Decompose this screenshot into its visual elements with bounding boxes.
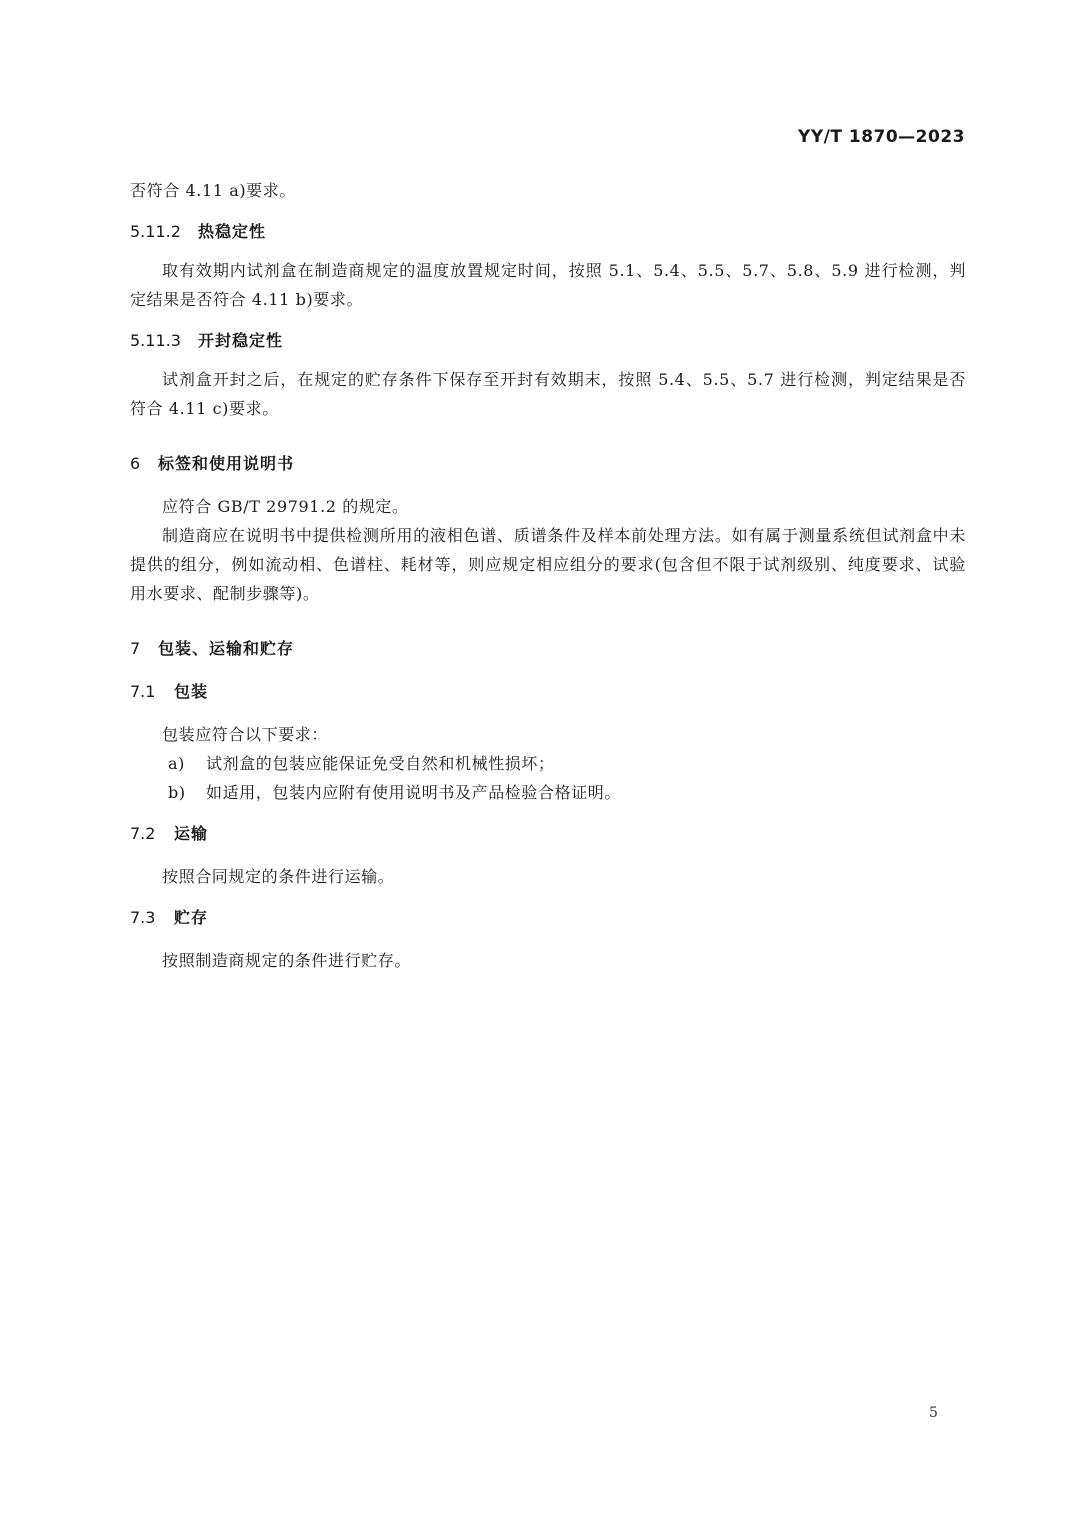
heading-number: 7.2 [130, 824, 156, 843]
heading-title: 贮存 [174, 908, 209, 927]
list-item [130, 749, 966, 778]
page-number: 5 [929, 1405, 938, 1421]
page-content [130, 176, 966, 975]
paragraph-storage: 按照制造商规定的条件进行贮存。 [162, 951, 412, 970]
heading-title: 运输 [174, 824, 209, 843]
heading-number: 5.11.3 [130, 331, 181, 350]
heading-title: 包装 [174, 682, 209, 701]
paragraph-thermal-stability: 取有效期内试剂盒在制造商规定的温度放置规定时间，按照 5.1、5.4、5.5、5.7、5.8、5.9 进行检测，判定结果是否符合 4.11 b)要求。 [130, 261, 966, 309]
heading-5-11-3 [130, 326, 966, 355]
heading-5-11-2 [130, 217, 966, 246]
paragraph-continuation: 否符合 4.11 a)要求。 [130, 181, 296, 200]
heading-title: 包装、运输和贮存 [158, 639, 295, 658]
heading-number: 7.1 [130, 682, 156, 701]
heading-number: 7.3 [130, 908, 156, 927]
heading-title: 热稳定性 [198, 222, 267, 241]
heading-title: 标签和使用说明书 [158, 454, 295, 473]
heading-6 [130, 449, 966, 478]
heading-7-1 [130, 677, 966, 706]
heading-7-2 [130, 819, 966, 848]
list-marker: b) [168, 783, 186, 802]
heading-7-3 [130, 903, 966, 932]
heading-number: 7 [130, 639, 141, 658]
heading-7 [130, 634, 966, 663]
list-marker: a) [168, 754, 185, 773]
paragraph-transport: 按照合同规定的条件进行运输。 [162, 867, 395, 886]
heading-number: 5.11.2 [130, 222, 181, 241]
paragraph-packaging-requirements: 包装应符合以下要求： [162, 725, 329, 744]
list-text: 如适用，包装内应附有使用说明书及产品检验合格证明。 [206, 783, 622, 802]
list-item [130, 778, 966, 807]
paragraph-open-stability: 试剂盒开封之后，在规定的贮存条件下保存至开封有效期末，按照 5.4、5.5、5.7 进行检测，判定结果是否符合 4.11 c)要求。 [130, 370, 966, 418]
paragraph-gbt-compliance: 应符合 GB/T 29791.2 的规定。 [162, 497, 409, 516]
heading-number: 6 [130, 454, 141, 473]
list-text: 试剂盒的包装应能保证免受自然和机械性损坏； [206, 754, 555, 773]
heading-title: 开封稳定性 [198, 331, 284, 350]
paragraph-manufacturer-instructions: 制造商应在说明书中提供检测所用的液相色谱、质谱条件及样本前处理方法。如有属于测量系统但试剂盒中未提供的组分，例如流动相、色谱柱、耗材等，则应规定相应组分的要求(包含但不限于试剂级别、纯度要求、试验用水要求、配制步骤等)。 [130, 526, 966, 603]
standard-code: YY/T 1870—2023 [798, 127, 965, 147]
